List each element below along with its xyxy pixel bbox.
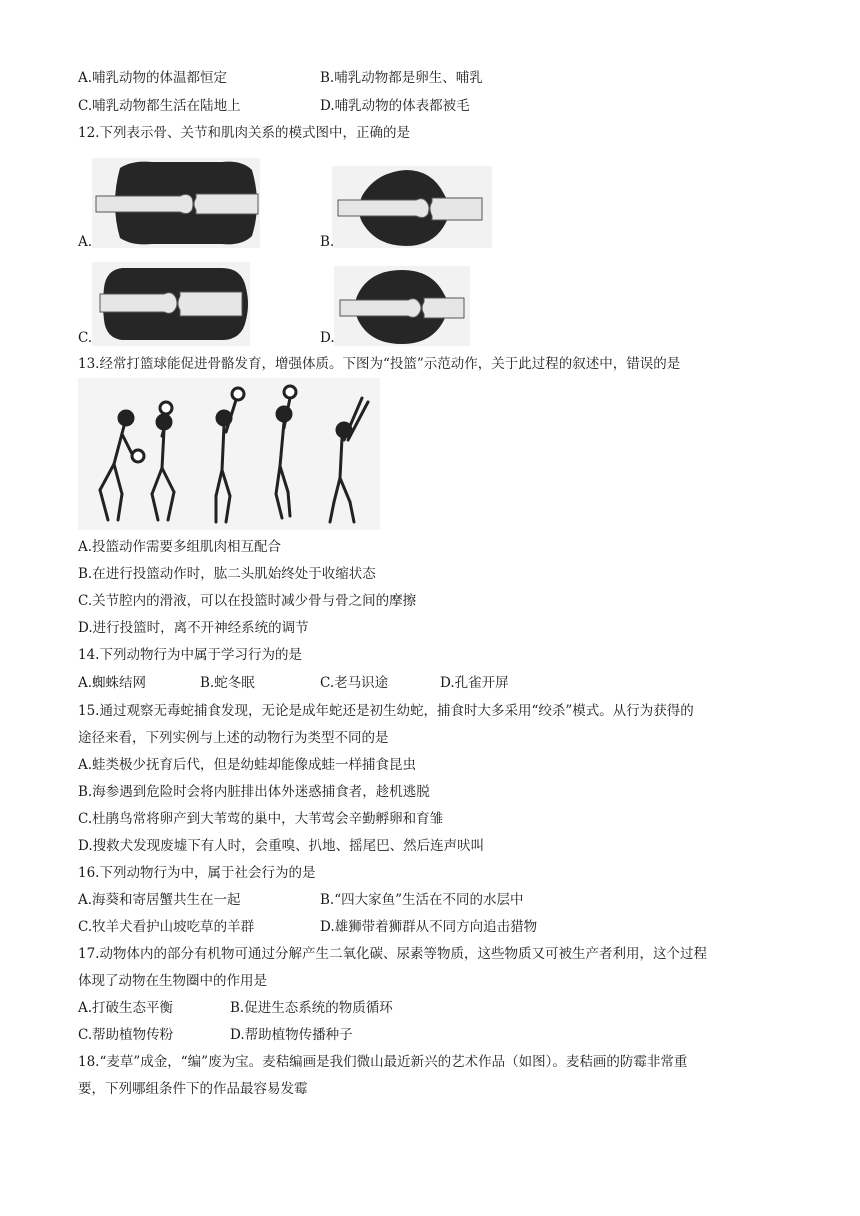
q13-basketball-shooting-figure xyxy=(78,378,380,530)
q14-option-c: C.老马识途 xyxy=(320,675,389,691)
q15-option-d: D.搜救犬发现废墟下有人时，会重嗅、扒地、摇尾巴、然后连声吠叫 xyxy=(78,838,485,854)
q15-option-b: B.海参遇到危险时会将内脏排出体外迷惑捕食者，趁机逃脱 xyxy=(78,784,430,800)
q11-option-b: B.哺乳动物都是卵生、哺乳 xyxy=(320,70,483,86)
q12-figure-c xyxy=(92,262,250,346)
q12-figure-d xyxy=(334,266,470,346)
q17-stem-line-1: 17.动物体内的部分有机物可通过分解产生二氧化碳、尿素等物质，这些物质又可被生产者利用，这个过程 xyxy=(78,946,707,962)
q14-option-d: D.孔雀开屏 xyxy=(440,675,509,691)
q15-stem-line-1: 15.通过观察无毒蛇捕食发现，无论是成年蛇还是初生幼蛇，捕食时大多采用“绞杀”模式。从行为获得的 xyxy=(78,703,694,719)
q12-figure-a xyxy=(92,158,260,248)
q11-option-d: D.哺乳动物的体表都被毛 xyxy=(320,98,470,114)
q15-option-c: C.杜鹃鸟常将卵产到大苇莺的巢中，大苇莺会辛勤孵卵和育雏 xyxy=(78,811,444,827)
q16-option-c: C.牧羊犬看护山坡吃草的羊群 xyxy=(78,919,255,935)
q16-stem: 16.下列动物行为中，属于社会行为的是 xyxy=(78,865,316,881)
q17-option-c: C.帮助植物传粉 xyxy=(78,1027,174,1043)
q17-option-d: D.帮助植物传播种子 xyxy=(230,1027,353,1043)
q15-option-a: A.蛙类极少抚育后代，但是幼蛙却能像成蛙一样捕食昆虫 xyxy=(78,757,417,773)
q13-stem: 13.经常打篮球能促进骨骼发育，增强体质。下图为“投篮”示范动作，关于此过程的叙述中，错误的是 xyxy=(78,356,681,372)
q14-option-b: B.蛇冬眠 xyxy=(200,675,255,691)
q12-figure-b xyxy=(332,166,492,248)
q12-stem: 12.下列表示骨、关节和肌肉关系的模式图中，正确的是 xyxy=(78,125,410,141)
q12-label-b: B. xyxy=(320,234,335,250)
q17-option-a: A.打破生态平衡 xyxy=(78,1000,174,1016)
q16-option-a: A.海葵和寄居蟹共生在一起 xyxy=(78,892,241,908)
q12-label-d: D. xyxy=(320,330,335,346)
q17-option-b: B.促进生态系统的物质循环 xyxy=(230,1000,393,1016)
q15-stem-line-2: 途径来看，下列实例与上述的动物行为类型不同的是 xyxy=(78,730,389,746)
q11-option-a: A.哺乳动物的体温都恒定 xyxy=(78,70,228,86)
q13-option-a: A.投篮动作需要多组肌肉相互配合 xyxy=(78,539,282,555)
q12-label-c: C. xyxy=(78,330,93,346)
q12-label-a: A. xyxy=(78,234,93,250)
q14-stem: 14.下列动物行为中属于学习行为的是 xyxy=(78,647,302,663)
q18-stem-line-2: 要，下列哪组条件下的作品最容易发霉 xyxy=(78,1081,308,1097)
q13-option-d: D.进行投篮时，离不开神经系统的调节 xyxy=(78,620,309,636)
q17-stem-line-2: 体现了动物在生物圈中的作用是 xyxy=(78,973,267,989)
q13-option-b: B.在进行投篮动作时，肱二头肌始终处于收缩状态 xyxy=(78,566,376,582)
q16-option-d: D.雄狮带着狮群从不同方向追击猎物 xyxy=(320,919,538,935)
q16-option-b: B.“四大家鱼”生活在不同的水层中 xyxy=(320,892,524,908)
q11-option-c: C.哺乳动物都生活在陆地上 xyxy=(78,98,241,114)
q14-option-a: A.蜘蛛结网 xyxy=(78,675,147,691)
q13-option-c: C.关节腔内的滑液，可以在投篮时减少骨与骨之间的摩擦 xyxy=(78,593,417,609)
q18-stem-line-1: 18.“麦草”成金，“编”废为宝。麦秸编画是我们微山最近新兴的艺术作品（如图）。麦秸画的防霉非常重 xyxy=(78,1054,688,1070)
